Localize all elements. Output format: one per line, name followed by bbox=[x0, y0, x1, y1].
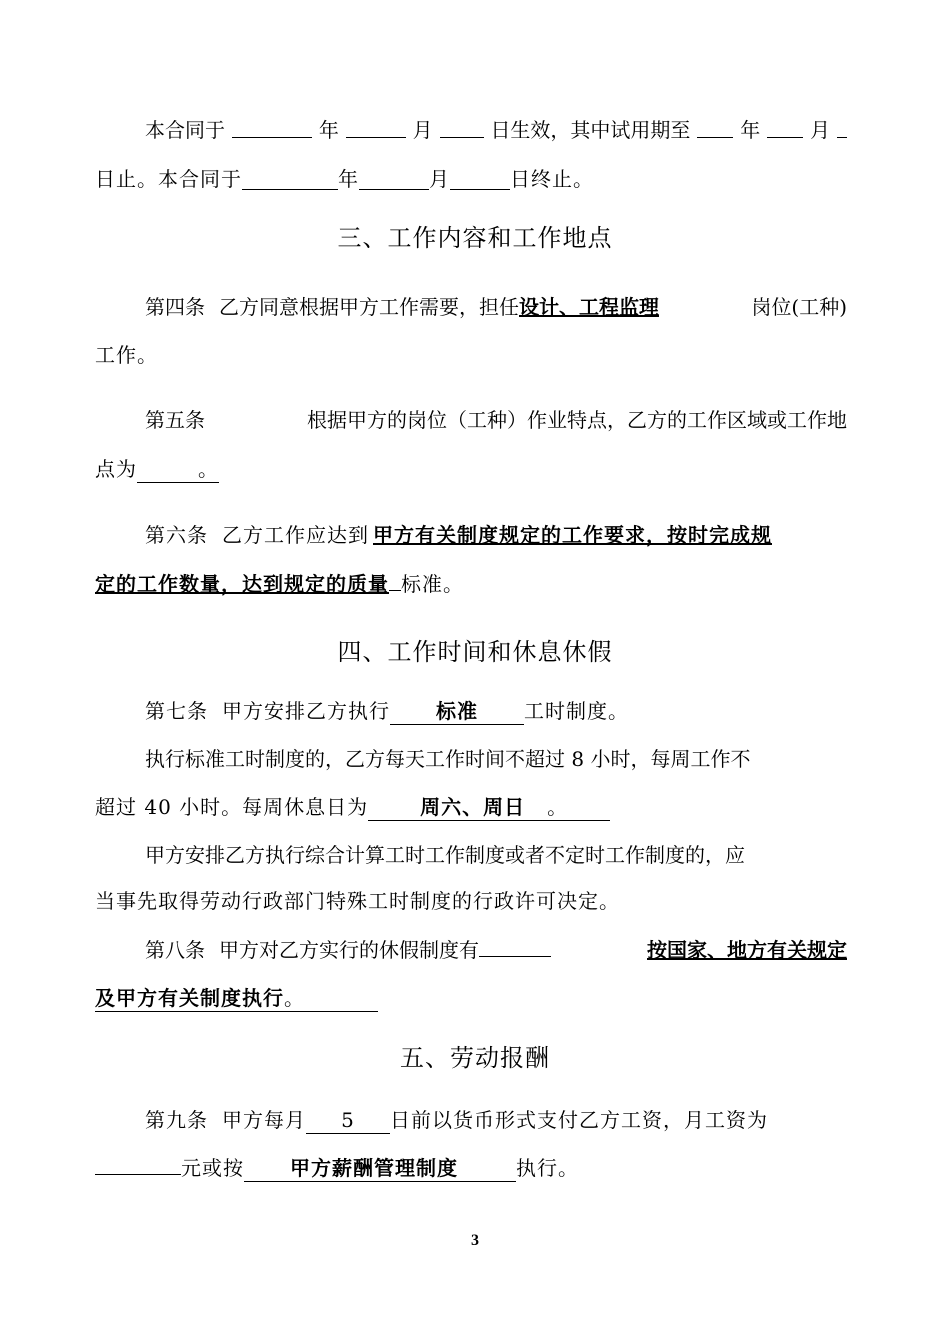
text: 月 bbox=[810, 118, 831, 142]
blank-day bbox=[440, 115, 484, 138]
article-label: 第九条 bbox=[145, 1108, 208, 1132]
work-hour-system-value: 标准 bbox=[436, 699, 478, 723]
article-8-line-2 bbox=[95, 983, 847, 1013]
text: 日终止。 bbox=[510, 167, 594, 191]
monthly-salary-blank bbox=[95, 1174, 181, 1175]
article-4-line-1 bbox=[145, 292, 847, 322]
blank-end-month bbox=[359, 167, 429, 190]
article-label: 第七条 bbox=[145, 699, 208, 723]
blank bbox=[389, 590, 401, 591]
blank-probation-day bbox=[837, 115, 847, 138]
section-heading-5: 五、劳动报酬 bbox=[400, 1044, 550, 1072]
salary-system-value: 甲方薪酬管理制度 bbox=[290, 1156, 458, 1180]
article-4-line-2: 工作。 bbox=[95, 343, 158, 367]
article-9-line-1 bbox=[145, 1105, 847, 1135]
work-location-blank bbox=[137, 456, 219, 483]
text: 日前以货币形式支付乙方工资，月工资为 bbox=[390, 1108, 768, 1132]
article-6-line-2 bbox=[95, 569, 847, 599]
text: 点为 bbox=[95, 457, 137, 481]
blank-end-year bbox=[242, 167, 338, 190]
salary-system-blank bbox=[244, 1155, 516, 1182]
effective-date-line-1 bbox=[145, 115, 847, 145]
article-7-paragraph-3-line-1 bbox=[145, 840, 847, 870]
text: 甲方对乙方实行的休假制度有 bbox=[219, 938, 479, 962]
text: 根据甲方的岗位（工种）作业特点，乙方的工作区域或工作地 bbox=[307, 408, 847, 432]
blank-month bbox=[346, 115, 406, 138]
text: 日止。本合同于 bbox=[95, 167, 242, 191]
text: 年 bbox=[338, 167, 359, 191]
rest-days-blank bbox=[368, 794, 610, 821]
work-requirement-value: 定的工作数量，达到规定的质量 bbox=[95, 572, 389, 596]
article-8-line-1 bbox=[145, 935, 847, 965]
blank-probation-month bbox=[767, 115, 803, 138]
position-value: 设计、工程监理 bbox=[519, 295, 659, 319]
pay-day-blank bbox=[306, 1107, 390, 1134]
leave-system-value: 按国家、地方有关规定 bbox=[647, 938, 847, 962]
text: 月 bbox=[429, 167, 450, 191]
article-7-paragraph-3-line-2: 当事先取得劳动行政部门特殊工时制度的行政许可决定。 bbox=[95, 889, 620, 913]
text: 甲方每月 bbox=[222, 1108, 306, 1132]
text: 超过 40 小时。每周休息日为 bbox=[95, 795, 369, 819]
pay-day-value: 5 bbox=[341, 1108, 355, 1132]
text: 标准。 bbox=[401, 572, 464, 596]
text: 乙方工作应达到 bbox=[222, 523, 369, 547]
page-number: 3 bbox=[471, 1232, 479, 1249]
work-requirement-value: 甲方有关制度规定的工作要求，按时完成规 bbox=[373, 523, 772, 547]
article-label: 第四条 bbox=[145, 295, 205, 319]
text: 日生效，其中试用期至 bbox=[490, 118, 691, 142]
blank-end-day bbox=[450, 167, 510, 190]
article-label: 第六条 bbox=[145, 523, 208, 547]
effective-date-line-2 bbox=[95, 164, 847, 194]
section-heading-4: 四、工作时间和休息休假 bbox=[337, 638, 613, 666]
text: 。 bbox=[198, 457, 219, 481]
article-label: 第八条 bbox=[145, 938, 205, 962]
text: 。 bbox=[547, 795, 569, 819]
text: 乙方同意根据甲方工作需要，担任 bbox=[219, 295, 519, 319]
text: 甲方安排乙方执行 bbox=[222, 699, 390, 723]
work-hour-system-blank bbox=[390, 698, 524, 725]
article-5-line-2 bbox=[95, 454, 847, 484]
blank-probation-year bbox=[697, 115, 733, 138]
text: 工时制度。 bbox=[524, 699, 629, 723]
article-9-line-2 bbox=[95, 1153, 847, 1183]
blank bbox=[479, 956, 551, 957]
text: 。 bbox=[284, 986, 305, 1010]
text: 元或按 bbox=[181, 1156, 244, 1180]
text: 甲方安排乙方执行综合计算工时工作制度或者不定时工作制度的，应 bbox=[145, 843, 745, 867]
leave-system-value: 及甲方有关制度执行 bbox=[95, 986, 284, 1010]
rest-days-value: 周六、周日 bbox=[420, 795, 526, 819]
text: 岗位(工种) bbox=[751, 295, 847, 319]
article-6-line-1 bbox=[145, 520, 847, 550]
article-7-paragraph-2-line-1 bbox=[145, 744, 847, 774]
text: 执行。 bbox=[516, 1156, 579, 1180]
section-heading-3: 三、工作内容和工作地点 bbox=[337, 224, 613, 252]
text: 执行标准工时制度的，乙方每天工作时间不超过 8 小时，每周工作不 bbox=[145, 747, 751, 771]
blank-year bbox=[232, 115, 312, 138]
text: 本合同于 bbox=[145, 118, 225, 142]
text: 年 bbox=[318, 118, 339, 142]
article-label: 第五条 bbox=[145, 408, 205, 432]
article-7-line-1 bbox=[145, 696, 847, 726]
article-5-line-1 bbox=[145, 405, 847, 435]
leave-system-blank bbox=[95, 985, 378, 1012]
article-7-paragraph-2-line-2 bbox=[95, 792, 847, 822]
text: 年 bbox=[740, 118, 761, 142]
text: 月 bbox=[412, 118, 433, 142]
